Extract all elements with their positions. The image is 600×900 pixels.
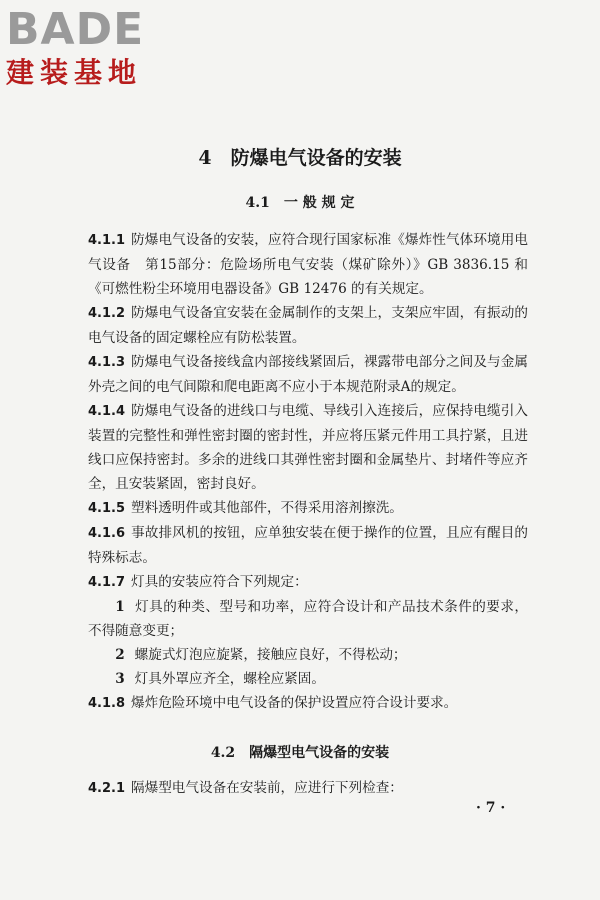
list-item <box>88 667 528 691</box>
clause-4-1-8 <box>88 691 528 716</box>
clause-number: 4.1.5 <box>88 501 126 516</box>
section-4-1-body <box>88 228 528 716</box>
item-number: 1 <box>115 599 125 615</box>
page-number: · 7 · <box>476 800 506 816</box>
section-title-4-1: 4.1 一 般 规 定 <box>245 195 355 211</box>
clause-text: 事故排风机的按钮，应单独安装在便于操作的位置，且应有醒目的特殊标志。 <box>88 525 528 566</box>
clause-number: 4.1.2 <box>88 306 126 321</box>
clause-number: 4.1.8 <box>88 696 126 711</box>
list-item <box>88 595 528 643</box>
clause-4-1-3 <box>88 350 528 399</box>
clause-4-1-2 <box>88 301 528 350</box>
clause-4-1-7 <box>88 570 528 595</box>
clause-4-1-1 <box>88 228 528 301</box>
clause-text: 爆炸危险环境中电气设备的保护设置应符合设计要求。 <box>131 695 458 711</box>
clause-text: 塑料透明件或其他部件，不得采用溶剂擦洗。 <box>131 500 403 516</box>
clause-text: 防爆电气设备宜安装在金属制作的支架上，支架应牢固，有振动的电气设备的固定螺栓应有防松装置。 <box>88 305 528 346</box>
item-number: 3 <box>115 671 125 687</box>
clause-4-1-4 <box>88 399 528 496</box>
item-text: 螺旋式灯泡应旋紧，接触应良好，不得松动； <box>134 647 407 663</box>
clause-number: 4.2.1 <box>88 781 126 796</box>
section-4-2-body <box>88 776 528 801</box>
logo-sub-text: 建装基地 <box>6 56 143 89</box>
clause-text: 隔爆型电气设备在安装前，应进行下列检查： <box>131 780 403 796</box>
clause-text: 防爆电气设备的进线口与电缆、导线引入连接后，应保持电缆引入装置的完整性和弹性密封圈的密封性，并应将压紧元件用工具拧紧，且进线口应保持密封。多余的进线口其弹性密封圈和金属垫片、封堵件等应齐全，且安装紧固，密封良好。 <box>88 403 528 492</box>
item-text: 灯具的种类、型号和功率，应符合设计和产品技术条件的要求，不得随意变更； <box>88 599 528 639</box>
clause-4-2-1 <box>88 776 528 801</box>
list-item <box>88 643 528 667</box>
section-title-4-2: 4.2 隔爆型电气设备的安装 <box>210 745 390 761</box>
clause-number: 4.1.7 <box>88 575 126 590</box>
clause-text: 灯具的安装应符合下列规定： <box>131 574 308 590</box>
clause-number: 4.1.4 <box>88 404 126 419</box>
clause-4-1-6 <box>88 521 528 570</box>
logo-main-text: BADE <box>6 4 145 55</box>
item-text: 灯具外罩应齐全，螺栓应紧固。 <box>134 671 325 687</box>
clause-4-1-5 <box>88 496 528 521</box>
clause-text: 防爆电气设备的安装，应符合现行国家标准《爆炸性气体环境用电气设备 第15部分：危险场所电气安装（煤矿除外）》GB 3836.15 和《可燃性粉尘环境用电器设备》GB 12476 的有关规定。 <box>88 232 528 297</box>
clause-number: 4.1.1 <box>88 233 126 248</box>
clause-number: 4.1.6 <box>88 526 126 541</box>
item-number: 2 <box>115 647 125 663</box>
clause-number: 4.1.3 <box>88 355 126 370</box>
logo <box>6 6 176 90</box>
clause-text: 防爆电气设备接线盒内部接线紧固后，裸露带电部分之间及与金属外壳之间的电气间隙和爬电距离不应小于本规范附录A的规定。 <box>88 354 528 395</box>
chapter-title: 4 防爆电气设备的安装 <box>198 147 402 169</box>
